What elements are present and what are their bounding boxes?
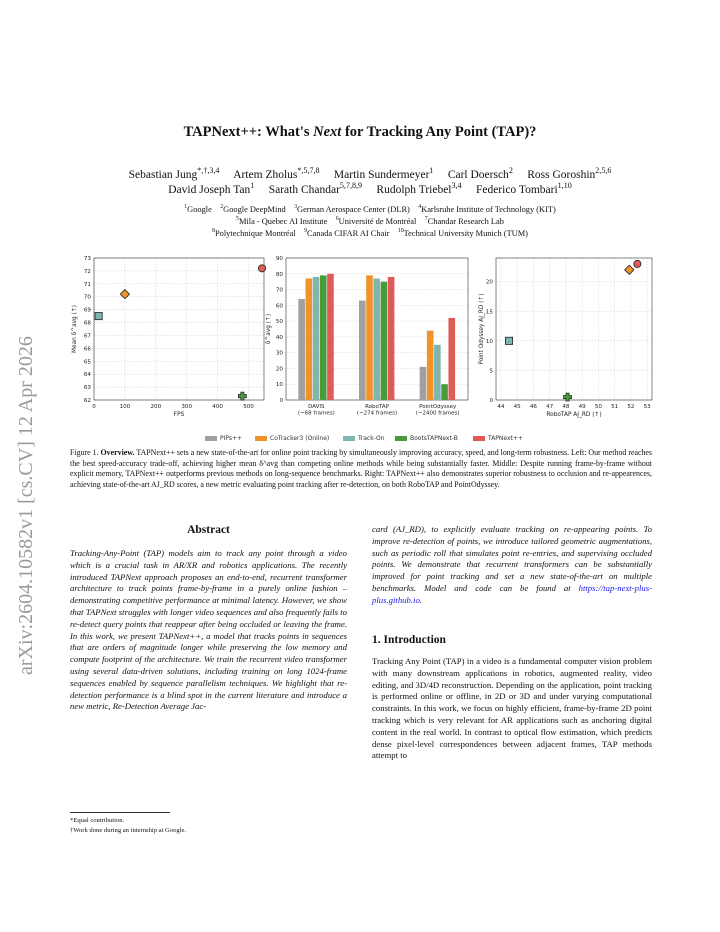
x-tick-label: 200 [150, 404, 162, 410]
footnote-internship: †Work done during an internship at Google. [70, 827, 187, 834]
y-tick-label: 80 [275, 271, 283, 278]
legend-item-bootstapnext: BootsTAPNext-B [395, 435, 458, 442]
bar [388, 277, 395, 400]
x-tick-label: 52 [627, 404, 635, 410]
redetection-scatter [476, 252, 656, 422]
author-affiliation-marks: 1 [250, 181, 255, 191]
y-axis-label: Mean δ^avg (↑) [72, 305, 78, 353]
x-tick-label: 49 [578, 404, 586, 410]
data-point [238, 392, 246, 400]
author-name: Sebastian Jung [128, 169, 198, 181]
author-name: Carl Doersch [447, 169, 509, 181]
y-tick-label: 90 [275, 256, 283, 262]
bar [420, 367, 427, 400]
x-tick-label: 46 [529, 404, 537, 410]
affiliation-number: 7 [424, 216, 428, 223]
bar [306, 279, 313, 400]
legend-item-trackon: Track-On [343, 435, 385, 442]
x-tick-label: DAVIS [308, 404, 325, 410]
bar [313, 277, 320, 400]
data-point [625, 265, 634, 274]
plot-frame [94, 258, 264, 400]
affiliation-number: 6 [335, 216, 339, 223]
author-name: Federico Tombari [475, 184, 558, 196]
author-name: David Joseph Tan [168, 184, 251, 196]
abstract-heading: Abstract [187, 524, 230, 536]
x-tick-label: 47 [546, 404, 554, 410]
affiliation-number: 4 [418, 204, 422, 211]
bar [366, 275, 373, 400]
x-tick-label: (~68 frames) [297, 410, 335, 417]
authors-line-2 [60, 183, 680, 197]
footnote-equal-contribution: *Equal contribution. [70, 817, 125, 824]
y-tick-label: 30 [275, 350, 283, 357]
affiliation-name: Mila - Quebec AI Institute [238, 217, 328, 226]
y-axis-label: Point Odyssey AJ_RD (↑) [479, 293, 485, 365]
authors-line-1 [60, 168, 680, 182]
data-point [634, 260, 641, 267]
y-tick-label: 5 [489, 368, 493, 375]
legend-item-cotracker: CoTracker3 (Online) [255, 435, 329, 442]
legend-item-tapnextpp: TAPNext++ [473, 435, 523, 442]
x-tick-label: 53 [643, 404, 651, 410]
figure-caption: Figure 1. Overview. TAPNext++ sets a new state-of-the-art for online point tracking by simultaneously improving accuracy, speed, and long-term robustness. Left: Our method reaches the best speed-accuracy trade-off, achieving higher mean δ^avg than competing online methods while being substantially faster. Middle: Despite running frame-by-frame without explicit memory, TAPNext++ outperforms previous methods on long-sequence benchmarks. Right: TAPNext++ also demonstrates superior robustness to occlusion and re-appearences, achieving state-of-the-art AJ_RD scores, a new metric evaluating point tracking after re-detection, on both RoboTAP and PointOdyssey. [70, 448, 652, 489]
x-tick-label: 0 [92, 404, 96, 410]
affiliation-name: Polytechnique Montréal [214, 229, 296, 238]
svg-text:arXiv:2604.10582v1 [cs.CV] 1: arXiv:2604.10582v1 [cs.CV] 12 Apr 2026 [15, 336, 37, 675]
abstract-text-left: Tracking-Any-Point (TAP) models aim to track any point through a video which is a crucial task in AR/XR and robotics applications. The recently introduced TAPNext approach proposes an end-to-end, recurrent transformer architecture to track points frame-by-frame in a purely online fashion – demonstrating competitive performance at minimal latency. However, we show that TAPNext struggles with longer video sequences and also frequently fails to re-detect query points that reappear after being occluded or leaving the frame. In this work, we present TAPNext++, a model that tracks points in sequences that are orders of magnitude longer while preserving the low memory and compute footprint of the architecture. We train the recurrent video transformer using several data-driven solutions, including training on long 1024-frame sequences enabled by sequence parallelism techniques. We highlight that re-detection performance is a blind spot in the current literature and introduce a new metric, Re-Detection Average Jac- [70, 548, 347, 712]
affiliation-name: Technical University Munich (TUM) [403, 229, 528, 238]
affiliation-number: 8 [212, 228, 215, 235]
footnote-rule [70, 812, 170, 813]
x-tick-label: 50 [594, 404, 602, 410]
y-tick-label: 69 [83, 307, 91, 314]
author-affiliation-marks: 1 [429, 166, 434, 176]
affiliation-name: Google [187, 205, 212, 214]
x-tick-label: 500 [243, 404, 254, 410]
y-tick-label: 20 [275, 366, 283, 373]
project-link[interactable]: https://tap-next-plus-plus.github.io [372, 582, 652, 605]
bar [448, 318, 455, 400]
legend-swatch [255, 436, 267, 441]
paper-title: TAPNext++: What's Next for Tracking Any Point (TAP)? [183, 124, 537, 140]
y-tick-label: 40 [275, 334, 283, 341]
legend-swatch [473, 436, 485, 441]
x-tick-label: 51 [611, 404, 619, 410]
data-point [95, 312, 102, 319]
author-affiliation-marks: 1,10 [557, 181, 572, 191]
y-tick-label: 63 [83, 385, 91, 392]
x-tick-label: 100 [119, 404, 131, 410]
bar [381, 282, 388, 400]
affiliation-number: 1 [184, 204, 188, 211]
legend-swatch [395, 436, 407, 441]
y-tick-label: 50 [275, 319, 283, 326]
y-tick-label: 66 [83, 346, 91, 353]
affiliations-line-3 [60, 228, 680, 239]
y-tick-label: 72 [83, 268, 91, 275]
y-tick-label: 68 [83, 320, 91, 327]
y-tick-label: 70 [275, 287, 283, 294]
author-affiliation-marks: 3,4 [451, 181, 462, 191]
y-tick-label: 67 [83, 333, 91, 340]
y-tick-label: 10 [275, 382, 283, 389]
author-affiliation-marks: 5,7,8,9 [339, 181, 363, 191]
y-axis-label: δ^avg (↑) [266, 313, 272, 345]
affiliation-name: Chandar Research Lab [427, 217, 504, 226]
x-tick-label: 48 [562, 404, 570, 410]
plot-frame [496, 258, 652, 400]
author-affiliation-marks: *,5,7,8 [297, 166, 320, 176]
legend-swatch [343, 436, 355, 441]
y-tick-label: 15 [485, 309, 493, 316]
bar [427, 331, 434, 400]
bar [298, 299, 305, 400]
x-tick-label: 44 [497, 404, 505, 410]
long-sequence-bar-chart [262, 252, 472, 422]
bar [373, 279, 380, 400]
y-tick-label: 0 [279, 398, 283, 404]
arxiv-identifier [4, 260, 44, 680]
y-tick-label: 10 [485, 338, 493, 345]
bar [327, 274, 334, 400]
x-tick-label: 400 [212, 404, 223, 410]
author-affiliation-marks: *,†,3,4 [197, 166, 220, 176]
author-name: Martin Sundermeyer [333, 169, 430, 181]
author-name: Sarath Chandar [268, 184, 340, 196]
x-tick-label: (~274 frames) [356, 410, 398, 417]
data-point [505, 337, 512, 344]
affiliations-line-2 [60, 216, 680, 227]
x-tick-label: PointOdyssey [419, 404, 457, 410]
bar [441, 384, 448, 400]
y-tick-label: 64 [83, 372, 91, 379]
y-tick-label: 20 [485, 279, 493, 286]
y-tick-label: 60 [275, 303, 283, 310]
y-tick-label: 70 [83, 294, 91, 301]
chart-legend [205, 433, 585, 445]
affiliation-number: 10 [397, 228, 404, 235]
abstract-text-right: card (AJ_RD), to explicitly evaluate tracking on re-appearing points. To improve re-detection of points, we introduce tailored geometric augmentations, such as periodic roll that simulates point re-entries, and supervising occluded points. We demonstrate that recurrent transformers can be substantially improved for point tracking and set a new state-of-the-art on multiple benchmarks. Model and code can be found at https://tap-next-plus-plus.github.io. [372, 524, 652, 605]
x-tick-label: (~2400 frames) [415, 410, 460, 417]
y-tick-label: 0 [489, 398, 493, 404]
affiliation-name: Université de Montréal [338, 217, 417, 226]
author-affiliation-marks: 2 [508, 166, 513, 176]
x-axis-label: FPS [173, 412, 185, 418]
author-name: Artem Zholus [233, 169, 298, 181]
x-axis-label: RoboTAP AJ_RD (↑) [546, 412, 602, 418]
x-tick-label: 300 [181, 404, 193, 410]
data-point [120, 290, 129, 299]
affiliations-line-1 [60, 204, 680, 215]
fps-accuracy-scatter [68, 252, 268, 422]
introduction-heading: 1. Introduction [372, 634, 446, 646]
affiliation-name: Google DeepMind [223, 205, 286, 214]
x-tick-label: RoboTAP [365, 404, 389, 410]
affiliation-number: 3 [294, 204, 298, 211]
legend-swatch [205, 436, 217, 441]
bar [359, 301, 366, 400]
affiliation-number: 9 [304, 228, 307, 235]
y-tick-label: 73 [83, 256, 91, 262]
author-affiliation-marks: 2,5,6 [595, 166, 612, 176]
y-tick-label: 65 [83, 359, 91, 366]
affiliation-name: Karlsruhe Institute of Technology (KIT) [421, 205, 556, 214]
affiliation-number: 5 [236, 216, 239, 223]
bar [320, 275, 327, 400]
y-tick-label: 62 [83, 398, 91, 404]
bar [434, 345, 441, 400]
introduction-text: Tracking Any Point (TAP) in a video is a fundamental computer vision problem with many downstream applications in robotics, augmented reality, video editing, and 3D/4D reconstruction. Depending on the application, point tracking is performed online or offline, in 2D or 3D and under varying computational constraints. In this work, we focus on highly efficient, frame-by-frame 2D point tracking which is very relevant for AR applications such as anchoring digital content in the real world. In contrast to optical flow estimation, which predicts dense pixel-level correspondences between adjacent frames, TAP methods attempt to [372, 656, 652, 761]
author-name: Rudolph Triebel [376, 184, 452, 196]
affiliation-number: 2 [220, 204, 224, 211]
x-tick-label: 45 [513, 404, 521, 410]
y-tick-label: 71 [83, 281, 91, 288]
author-name: Ross Goroshin [527, 169, 596, 181]
affiliation-name: Canada CIFAR AI Chair [307, 229, 390, 238]
legend-item-pips: PIPs++ [205, 435, 242, 442]
affiliation-name: German Aerospace Center (DLR) [297, 205, 410, 214]
